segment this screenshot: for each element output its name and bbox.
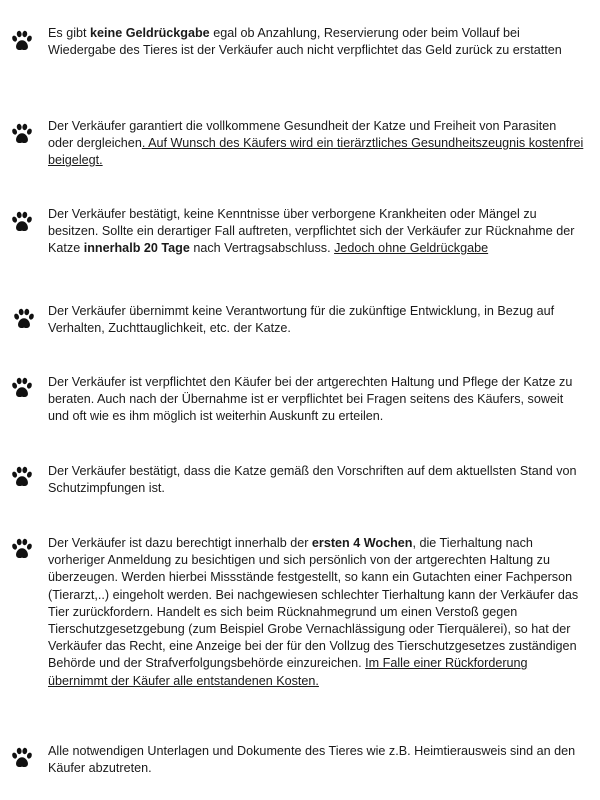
clause-text: Der Verkäufer garantiert die vollkommene Gesundheit der Katze und Freiheit von Parasiten oder dergleichen. Auf Wunsch des Käufers wird ein tierärztliches Gesundheitszeugnis kostenfrei beigelegt. — [48, 119, 584, 168]
clause-text: Der Verkäufer bestätigt, keine Kenntnisse über verborgene Krankheiten oder Mängel zu besitzen. Sollte ein derartiger Fall auftreten, verpflichtet sich der Verkäufer zur Rücknahme der Katze innerhalb 20 Tage nach Vertragsabschluss. Jedoch ohne Geldrückgabe — [48, 207, 575, 256]
clause-text: Der Verkäufer übernimmt keine Verantwortung für die zukünftige Entwicklung, in Bezug auf Verhalten, Zuchttauglichkeit, etc. der Katze. — [48, 304, 555, 336]
clause-text: Es gibt keine Geldrückgabe egal ob Anzahlung, Reservierung oder beim Vollauf bei Wiedergabe des Tieres ist der Verkäufer auch nicht verpflichtet das Geld zurück zu erstatten — [48, 26, 562, 58]
paw-print-icon — [10, 465, 34, 489]
clause-text: Alle notwendigen Unterlagen und Dokumente des Tieres wie z.B. Heimtierausweis sind an den Käufer abzutreten. — [48, 744, 576, 776]
clause-text: Der Verkäufer ist dazu berechtigt innerhalb der ersten 4 Wochen, die Tierhaltung nach vorheriger Anmeldung zu besichtigen und sich persönlich von der artgerechten Haltung zu überzeugen. Werden hierbei Missstände festgestellt, so kann ein Gutachten einer Fachperson (Tierarzt,..) eingeholt werden. Bei nachgewiesen schlechter Tierhaltung kann der Verkäufer das Tier zurückfordern. Handelt es sich beim Rücknahmegrund um einen Verstoß gegen Tierschutzgesetzgebung (zum Beispiel Grobe Vernachlässigung oder Tierquälerei), so hat der Verkäufer das Recht, eine Anzeige bei der für den Vollzug des Tierschutzgesetzes zuständigen Behörde und der Strafverfolgungsbehörde einzureichen. Im Falle einer Rückforderung übernimmt der Käufer alle entstandenen Kosten. — [48, 536, 579, 688]
paw-print-icon — [10, 29, 34, 53]
paw-print-icon — [10, 122, 34, 146]
paw-print-icon — [10, 537, 34, 561]
paw-print-icon — [10, 376, 34, 400]
clause-text: Der Verkäufer bestätigt, dass die Katze gemäß den Vorschriften auf dem aktuellsten Stand von Schutzimpfungen ist. — [48, 464, 577, 496]
paw-print-icon — [10, 210, 34, 234]
clause-text: Der Verkäufer ist verpflichtet den Käufer bei der artgerechten Haltung und Pflege der Katze zu beraten. Auch nach der Übernahme ist er verpflichtet bei Fragen seitens des Käufers, soweit und oft wie es ihm möglich ist weiterhin Auskunft zu erteilen. — [48, 375, 573, 424]
paw-print-icon — [10, 746, 34, 770]
paw-print-icon — [12, 307, 36, 331]
